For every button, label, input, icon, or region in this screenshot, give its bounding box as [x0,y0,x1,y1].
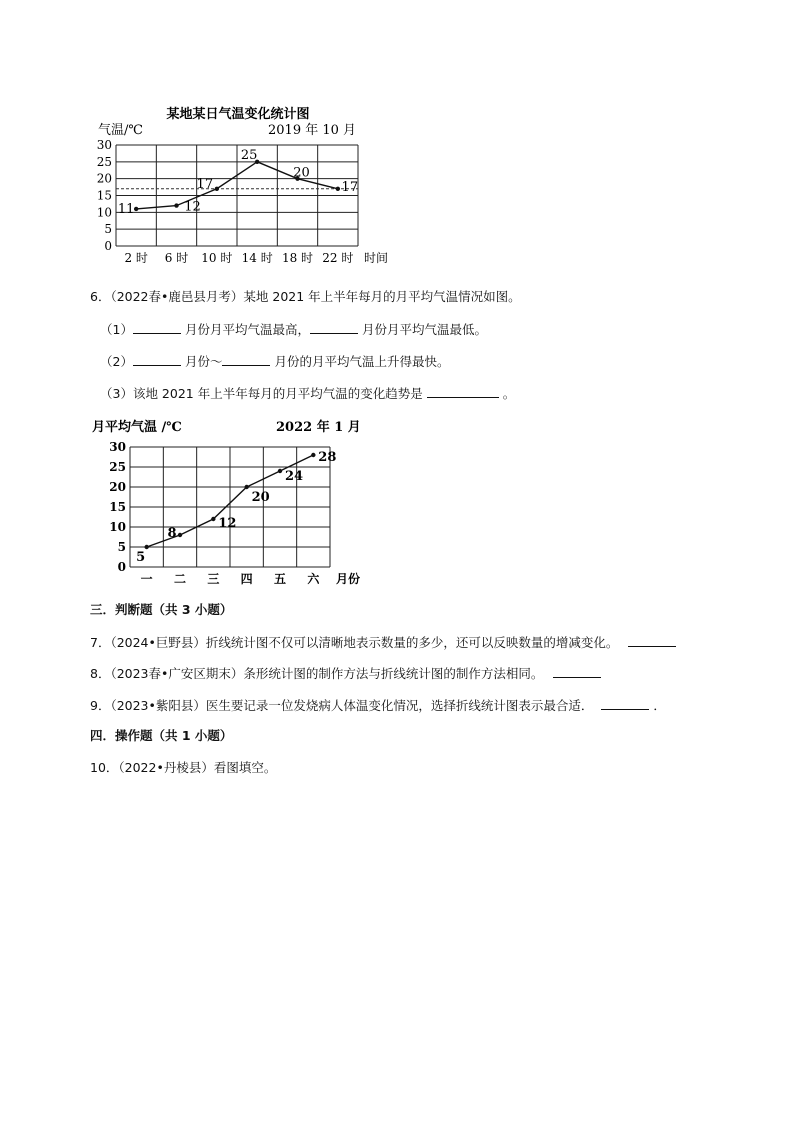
question-6-stem: 6．（2022春•鹿邑县月考）某地 2021 年上半年每月的月平均气温情况如图。 [90,289,521,304]
chart-date: 2019 年 10 月 [268,123,357,138]
answer-blank[interactable] [133,321,181,334]
data-point [174,203,178,207]
y-tick-label: 25 [109,460,126,474]
answer-blank[interactable] [310,321,358,334]
x-tick-label: 六 [307,572,320,586]
data-label: 20 [293,165,310,181]
y-tick-label: 30 [109,440,126,454]
x-axis-label: 月份 [336,572,361,586]
data-label: 17 [196,176,214,192]
question-6-part-2: （2） 月份～ 月份的月平均气温上升得最快。 [100,354,450,369]
chart-title: 某地某日气温变化统计图 [166,107,310,122]
x-tick-label: 6 时 [164,251,189,265]
answer-blank[interactable] [601,697,649,710]
data-point [278,469,282,473]
y-tick-label: 0 [117,560,126,574]
section-3-heading: 三．判断题（共 3 小题） [90,602,233,617]
answer-blank[interactable] [222,353,270,366]
data-point [311,453,315,457]
temperature-line-chart-1 [90,100,390,270]
x-axis-label: 时间 [364,251,389,265]
x-tick-label: 18 时 [281,251,314,265]
question-6-part-3: （3）该地 2021 年上半年每月的月平均气温的变化趋势是 。 [100,386,516,401]
answer-blank[interactable] [133,353,181,366]
y-tick-label: 20 [96,171,112,186]
answer-blank[interactable] [427,385,499,398]
y-tick-label: 5 [104,222,112,237]
y-axis-label: 月平均气温 /℃ [92,420,182,435]
x-tick-label: 五 [273,572,287,586]
x-tick-label: 二 [173,572,187,586]
data-point [244,485,248,489]
temperature-line-chart-2 [90,414,370,586]
y-tick-label: 10 [109,520,126,534]
question-6-part-1: （1） 月份月平均气温最高， 月份月平均气温最低。 [100,322,487,337]
y-tick-label: 15 [109,500,126,514]
data-label: 20 [251,490,270,505]
data-point [336,187,340,191]
question-10: 10．（2022•丹棱县）看图填空。 [90,760,277,775]
y-tick-label: 5 [117,540,126,554]
data-point [134,207,138,211]
question-7: 7．（2024•巨野县）折线统计图不仅可以清晰地表示数量的多少，还可以反映数量的增减变化。 [90,634,676,651]
x-tick-label: 22 时 [322,251,354,265]
y-tick-label: 15 [96,188,112,203]
data-label: 11 [117,201,135,217]
question-8: 8．（2023春•广安区期末）条形统计图的制作方法与折线统计图的制作方法相同。 [90,665,601,682]
x-tick-label: 2 时 [124,251,148,265]
answer-blank[interactable] [553,665,601,678]
x-tick-label: 三 [207,572,220,586]
data-label: 12 [218,516,237,531]
data-label: 24 [284,469,304,484]
data-point [215,187,219,191]
answer-blank[interactable] [628,634,676,647]
data-label: 17 [341,179,359,195]
y-tick-label: 20 [109,480,126,494]
question-9: 9．（2023•紫阳县）医生要记录一位发烧病人体温变化情况，选择折线统计图表示最合适． ． [90,698,666,713]
data-label: 5 [136,550,146,565]
x-tick-label: 14 时 [241,251,273,265]
data-label: 28 [318,450,337,465]
y-axis-label: 气温/℃ [98,123,143,138]
data-label: 8 [167,526,177,541]
section-4-heading: 四．操作题（共 1 小题） [90,728,233,743]
y-tick-label: 10 [96,205,112,220]
x-tick-label: 四 [240,572,253,586]
x-tick-label: 10 时 [201,251,233,265]
y-tick-label: 0 [104,239,112,253]
data-point [144,545,148,549]
data-label: 12 [184,199,201,215]
data-point [178,533,182,537]
y-tick-label: 30 [96,138,112,152]
y-tick-label: 25 [96,154,112,169]
data-point [211,517,215,521]
x-tick-label: 一 [140,572,153,586]
data-label: 25 [240,147,258,163]
chart-date: 2022 年 1 月 [276,420,361,435]
